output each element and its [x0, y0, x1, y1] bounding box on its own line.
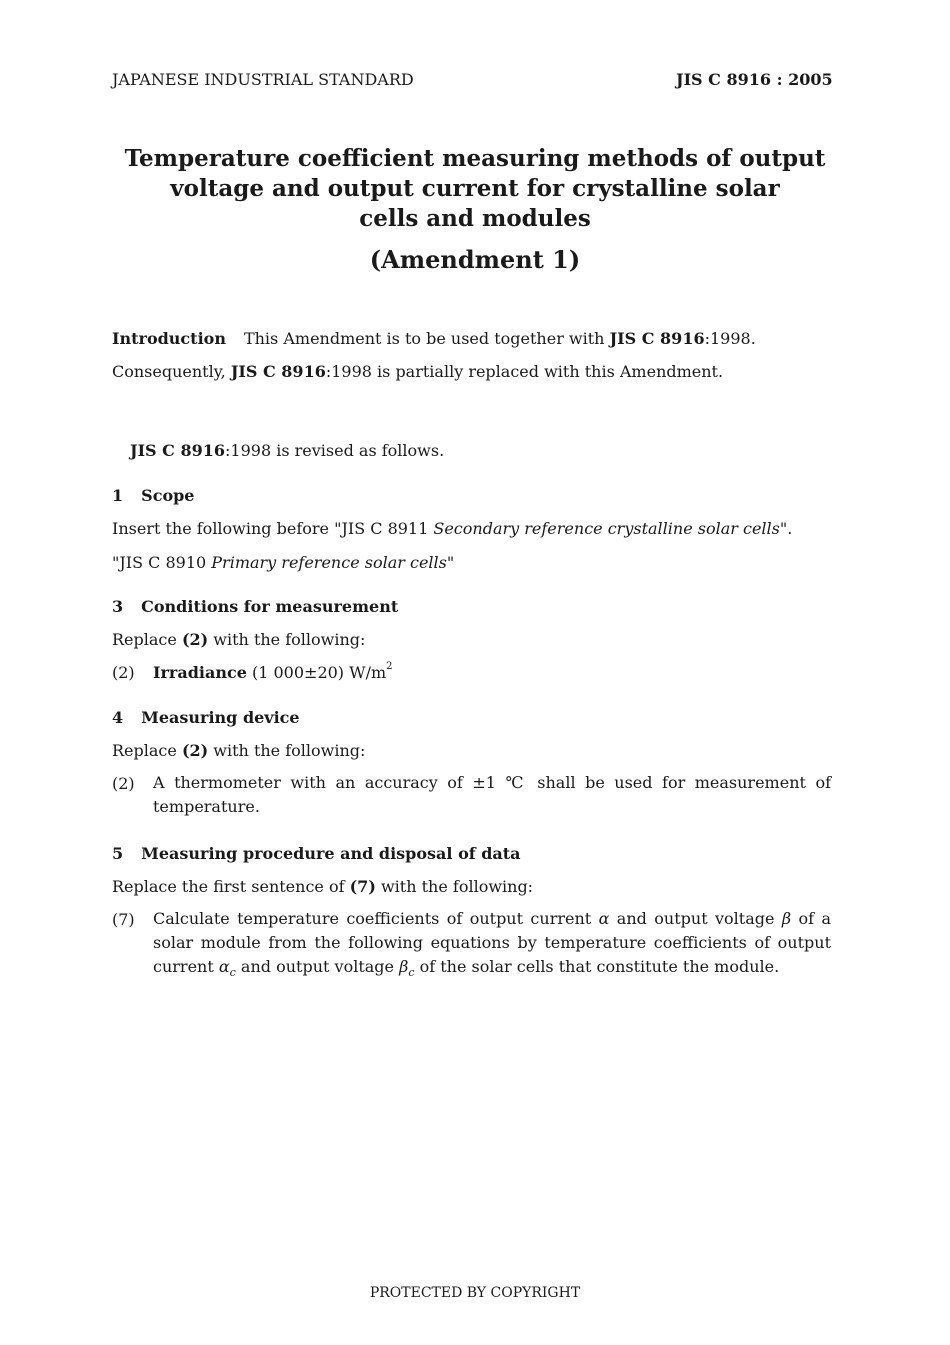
revised-statement: JIS C 8916:1998 is revised as follows.	[130, 441, 445, 460]
scope-line-1: Insert the following before "JIS C 8911 Secondary reference crystalline solar cells".	[112, 519, 793, 538]
conditions-item-number: (2)	[112, 663, 135, 682]
introduction-line-1: Introduction This Amendment is to be used together with JIS C 8916:1998.	[112, 329, 756, 348]
procedure-item-number: (7)	[112, 910, 135, 929]
title-line-1: Temperature coefficient measuring methods of output	[124, 145, 826, 172]
section-heading-procedure: 5 Measuring procedure and disposal of data	[112, 844, 521, 863]
procedure-replace-line: Replace the first sentence of (7) with the following:	[112, 877, 534, 896]
section-heading-conditions: 3 Conditions for measurement	[112, 597, 399, 616]
introduction-line-2: Consequently, JIS C 8916:1998 is partially replaced with this Amendment.	[112, 362, 724, 381]
procedure-item-text: Calculate temperature coefficients of output current α and output voltage β of a solar module from the following equations by temperature coefficients of output current $\alpha_c$ and output voltage $\beta_c$ of the solar cells that constitute the module.	[153, 909, 831, 980]
device-item-number: (2)	[112, 774, 135, 793]
device-item-text: A thermometer with an accuracy of ±1 ℃ shall be used for measurement of temperature.	[153, 773, 831, 816]
standard-number: JIS C 8916 : 2005	[676, 70, 833, 89]
title-line-2: voltage and output current for crystalline solar	[170, 175, 780, 202]
section-heading-scope: 1 Scope	[112, 486, 195, 505]
device-replace-line: Replace (2) with the following:	[112, 741, 366, 760]
scope-line-2: "JIS C 8910 Primary reference solar cells"	[112, 553, 455, 572]
conditions-replace-line: Replace (2) with the following:	[112, 630, 366, 649]
amendment-label: (Amendment 1)	[369, 245, 581, 274]
conditions-item-text: Irradiance (1 000±20) $W/m^2$	[153, 661, 393, 682]
standard-label: JAPANESE INDUSTRIAL STANDARD	[112, 70, 414, 89]
copyright-footer: PROTECTED BY COPYRIGHT	[369, 1285, 581, 1301]
title-line-3: cells and modules	[359, 205, 591, 232]
section-heading-device: 4 Measuring device	[112, 708, 300, 727]
introduction-label: Introduction	[112, 329, 226, 348]
